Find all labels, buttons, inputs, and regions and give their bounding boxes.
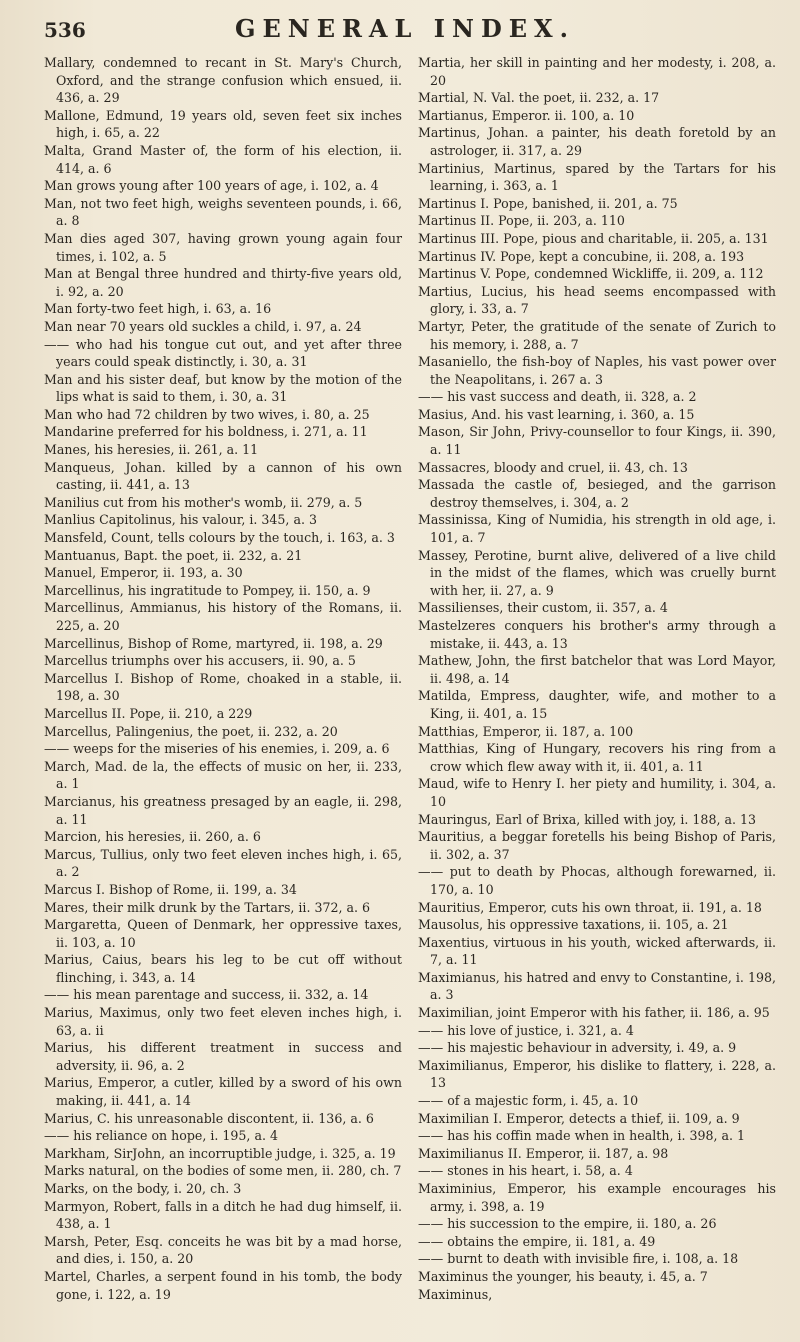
index-entry: —— stones in his heart, i. 58, a. 4 (418, 1163, 633, 1179)
index-entry: Marius, Maximus, only two feet eleven inches high, i. 63, a. ii (44, 1005, 402, 1038)
index-entry: Mason, Sir John, Privy-counsellor to four Kings, ii. 390, a. 11 (418, 424, 776, 458)
index-entry: Mauritius, Emperor, cuts his own throat, ii. 191, a. 18 (418, 899, 762, 915)
index-entry: Man grows young after 100 years of age, i. 102, a. 4 (44, 178, 379, 194)
right-column (418, 54, 776, 1303)
index-entry: —— his reliance on hope, i. 195, a. 4 (44, 1128, 278, 1144)
index-entry: Mausolus, his oppressive taxations, ii. 105, a. 21 (418, 917, 729, 933)
index-entry: Maximilianus II. Emperor, ii. 187, a. 98 (418, 1145, 669, 1161)
index-entry: March, Mad. de la, the effects of music on her, ii. 233, a. 1 (44, 758, 402, 792)
index-entry: Marius, Emperor, a cutler, killed by a sword of his own making, ii. 441, a. 14 (44, 1075, 402, 1109)
index-entry: Marcus, Tullius, only two feet eleven inches high, i. 65, a. 2 (44, 846, 402, 880)
index-entry: Marmyon, Robert, falls in a ditch he had dug himself, ii. 438, a. 1 (44, 1198, 402, 1232)
index-entry: Martinus I. Pope, banished, ii. 201, a. 75 (418, 195, 678, 211)
index-entry: Marcellinus, Ammianus, his history of the Romans, ii. 225, a. 20 (44, 600, 402, 633)
index-entry: Massada the castle of, besieged, and the garrison destroy themselves, i. 304, a. 2 (418, 477, 776, 510)
left-column (44, 54, 402, 1303)
index-entry: —— obtains the empire, ii. 181, a. 49 (418, 1233, 656, 1249)
index-entry: —— his succession to the empire, ii. 180, a. 26 (418, 1216, 717, 1232)
page-number: 536 (44, 18, 86, 42)
index-entry: —— has his coffin made when in health, i. 398, a. 1 (418, 1128, 746, 1144)
index-entry: Marks natural, on the bodies of some men, ii. 280, ch. 7 (44, 1163, 402, 1179)
index-entry: Martinus V. Pope, condemned Wickliffe, ii. 209, a. 112 (418, 266, 764, 282)
index-entry: Marius, C. his unreasonable discontent, ii. 136, a. 6 (44, 1110, 374, 1126)
index-entry: Maximilian I. Emperor, detects a thief, ii. 109, a. 9 (418, 1110, 740, 1126)
index-entry: Man dies aged 307, having grown young again four times, i. 102, a. 5 (44, 230, 402, 264)
index-entry: Maximilianus, Emperor, his dislike to flattery, i. 228, a. 13 (418, 1057, 776, 1091)
index-entry: Matthias, Emperor, ii. 187, a. 100 (418, 723, 634, 739)
index-entry: —— of a majestic form, i. 45, a. 10 (418, 1093, 639, 1109)
index-entry: Man forty-two feet high, i. 63, a. 16 (44, 301, 272, 317)
index-entry: Manuel, Emperor, ii. 193, a. 30 (44, 565, 243, 581)
index-entry: Mastelzeres conquers his brother's army through a mistake, ii. 443, a. 13 (418, 618, 776, 651)
page-header (44, 14, 776, 54)
index-entry: Man who had 72 children by two wives, i. 80, a. 25 (44, 406, 370, 422)
index-entry: Maximinius, Emperor, his example encourages his army, i. 398, a. 19 (418, 1181, 776, 1214)
index-entry: —— his majestic behaviour in adversity, i. 49, a. 9 (418, 1040, 737, 1056)
index-entry: —— burnt to death with invisible fire, i. 108, a. 18 (418, 1251, 739, 1267)
index-entry: Martinius, Martinus, spared by the Tartars for his learning, i. 363, a. 1 (418, 160, 776, 194)
index-entry: Marcellus II. Pope, ii. 210, a 229 (44, 705, 253, 721)
index-entry: Marius, Caius, bears his leg to be cut off without flinching, i. 343, a. 14 (44, 952, 402, 985)
index-entry: —— his love of justice, i. 321, a. 4 (418, 1022, 634, 1038)
index-entry: Manilius cut from his mother's womb, ii. 279, a. 5 (44, 494, 363, 510)
index-entry: Mares, their milk drunk by the Tartars, ii. 372, a. 6 (44, 899, 371, 915)
index-entry: Martyr, Peter, the gratitude of the senate of Zurich to his memory, i. 288, a. 7 (418, 318, 776, 352)
index-entry: Marcellinus, Bishop of Rome, martyred, ii. 198, a. 29 (44, 635, 383, 651)
index-entry: Martius, Lucius, his head seems encompassed with glory, i. 33, a. 7 (418, 283, 776, 317)
index-entry: Mauringus, Earl of Brixa, killed with joy, i. 188, a. 13 (418, 811, 757, 827)
index-entry: Mansfeld, Count, tells colours by the touch, i. 163, a. 3 (44, 530, 395, 546)
index-entry: Mantuanus, Bapt. the poet, ii. 232, a. 21 (44, 547, 303, 563)
index-entry: Maximinus, (418, 1286, 493, 1302)
index-entry: Mauritius, a beggar foretells his being Bishop of Paris, ii. 302, a. 37 (418, 829, 776, 862)
index-entry: Manlius Capitolinus, his valour, i. 345, a. 3 (44, 512, 317, 528)
index-entry: Martel, Charles, a serpent found in his tomb, the body gone, i. 122, a. 19 (44, 1268, 402, 1302)
index-entry: Masaniello, the fish-boy of Naples, his vast power over the Neapolitans, i. 267 a. 3 (418, 354, 776, 387)
index-entry: Maximianus, his hatred and envy to Constantine, i. 198, a. 3 (418, 969, 776, 1003)
index-entry: Man and his sister deaf, but know by the motion of the lips what is said to them, i. 30, a. 31 (44, 371, 402, 405)
index-entry: Man at Bengal three hundred and thirty-five years old, i. 92, a. 20 (44, 266, 402, 299)
index-entry: Mandarine preferred for his boldness, i. 271, a. 11 (44, 424, 368, 440)
index-entry: Masius, And. his vast learning, i. 360, a. 15 (418, 406, 695, 422)
index-entry: Marcellinus, his ingratitude to Pompey, ii. 150, a. 9 (44, 582, 371, 598)
index-entry: —— who had his tongue cut out, and yet after three years could speak distinctly, i. 30, a. 31 (44, 336, 402, 370)
index-entry: Marcus I. Bishop of Rome, ii. 199, a. 34 (44, 881, 297, 897)
index-entry: Matilda, Empress, daughter, wife, and mother to a King, ii. 401, a. 15 (418, 688, 776, 721)
index-entry: Massinissa, King of Numidia, his strength in old age, i. 101, a. 7 (418, 512, 776, 546)
running-title: GENERAL INDEX. (234, 14, 576, 43)
index-entry: Marcion, his heresies, ii. 260, a. 6 (44, 829, 261, 845)
index-columns (44, 54, 776, 1303)
index-entry: Matthias, King of Hungary, recovers his ring from a crow which flew away with it, ii. 401, a. 11 (418, 741, 776, 774)
index-entry: Maxentius, virtuous in his youth, wicked afterwards, ii. 7, a. 11 (418, 934, 776, 968)
index-entry: Martinus II. Pope, ii. 203, a. 110 (418, 213, 625, 229)
index-entry: Mallary, condemned to recant in St. Mary's Church, Oxford, and the strange confusion which ensued, ii. 436, a. 29 (44, 55, 402, 106)
index-entry: —— his mean parentage and success, ii. 332, a. 14 (44, 987, 369, 1003)
index-entry: Maud, wife to Henry I. her piety and humility, i. 304, a. 10 (418, 776, 776, 809)
index-entry: Mathew, John, the first batchelor that was Lord Mayor, ii. 498, a. 14 (418, 653, 776, 686)
index-entry: Martial, N. Val. the poet, ii. 232, a. 17 (418, 90, 660, 106)
index-entry: Maximinus the younger, his beauty, i. 45, a. 7 (418, 1268, 708, 1284)
index-entry: Marcellus I. Bishop of Rome, choaked in a stable, ii. 198, a. 30 (44, 670, 402, 704)
index-entry: Margaretta, Queen of Denmark, her oppressive taxes, ii. 103, a. 10 (44, 917, 402, 950)
index-entry: Massey, Perotine, burnt alive, delivered of a live child in the midst of the flames, which was cruelly burnt with her, ii. 27, a. 9 (418, 547, 776, 598)
index-entry: Malta, Grand Master of, the form of his election, ii. 414, a. 6 (44, 142, 402, 176)
index-entry: Marsh, Peter, Esq. conceits he was bit by a mad horse, and dies, i. 150, a. 20 (44, 1233, 402, 1267)
index-entry: Massacres, bloody and cruel, ii. 43, ch. 13 (418, 459, 688, 475)
index-entry: Maximilian, joint Emperor with his father, ii. 186, a. 95 (418, 1005, 770, 1021)
index-entry: Marcianus, his greatness presaged by an eagle, ii. 298, a. 11 (44, 793, 402, 827)
index-entry: Mallone, Edmund, 19 years old, seven feet six inches high, i. 65, a. 22 (44, 107, 402, 141)
index-entry: —— weeps for the miseries of his enemies, i. 209, a. 6 (44, 741, 390, 757)
index-entry: Manqueus, Johan. killed by a cannon of his own casting, ii. 441, a. 13 (44, 459, 402, 493)
index-entry: Man near 70 years old suckles a child, i. 97, a. 24 (44, 318, 362, 334)
index-entry: —— put to death by Phocas, although forewarned, ii. 170, a. 10 (418, 864, 776, 897)
index-entry: Martinus IV. Pope, kept a concubine, ii. 208, a. 193 (418, 248, 745, 264)
index-entry: Massilienses, their custom, ii. 357, a. 4 (418, 600, 668, 616)
index-entry: Martia, her skill in painting and her modesty, i. 208, a. 20 (418, 55, 776, 88)
index-entry: Man, not two feet high, weighs seventeen pounds, i. 66, a. 8 (44, 195, 402, 229)
index-entry: Martinus III. Pope, pious and charitable, ii. 205, a. 131 (418, 230, 769, 246)
index-entry: Marcellus triumphs over his accusers, ii. 90, a. 5 (44, 653, 356, 669)
index-entry: Martianus, Emperor. ii. 100, a. 10 (418, 107, 635, 123)
index-entry: Marcellus, Palingenius, the poet, ii. 232, a. 20 (44, 723, 338, 739)
index-entry: Martinus, Johan. a painter, his death foretold by an astrologer, ii. 317, a. 29 (418, 125, 776, 158)
index-entry: Marks, on the body, i. 20, ch. 3 (44, 1181, 242, 1196)
index-entry: —— his vast success and death, ii. 328, a. 2 (418, 389, 697, 405)
index-entry: Markham, SirJohn, an incorruptible judge, i. 325, a. 19 (44, 1145, 396, 1161)
index-entry: Marius, his different treatment in success and adversity, ii. 96, a. 2 (44, 1040, 402, 1073)
index-entry: Manes, his heresies, ii. 261, a. 11 (44, 442, 259, 458)
